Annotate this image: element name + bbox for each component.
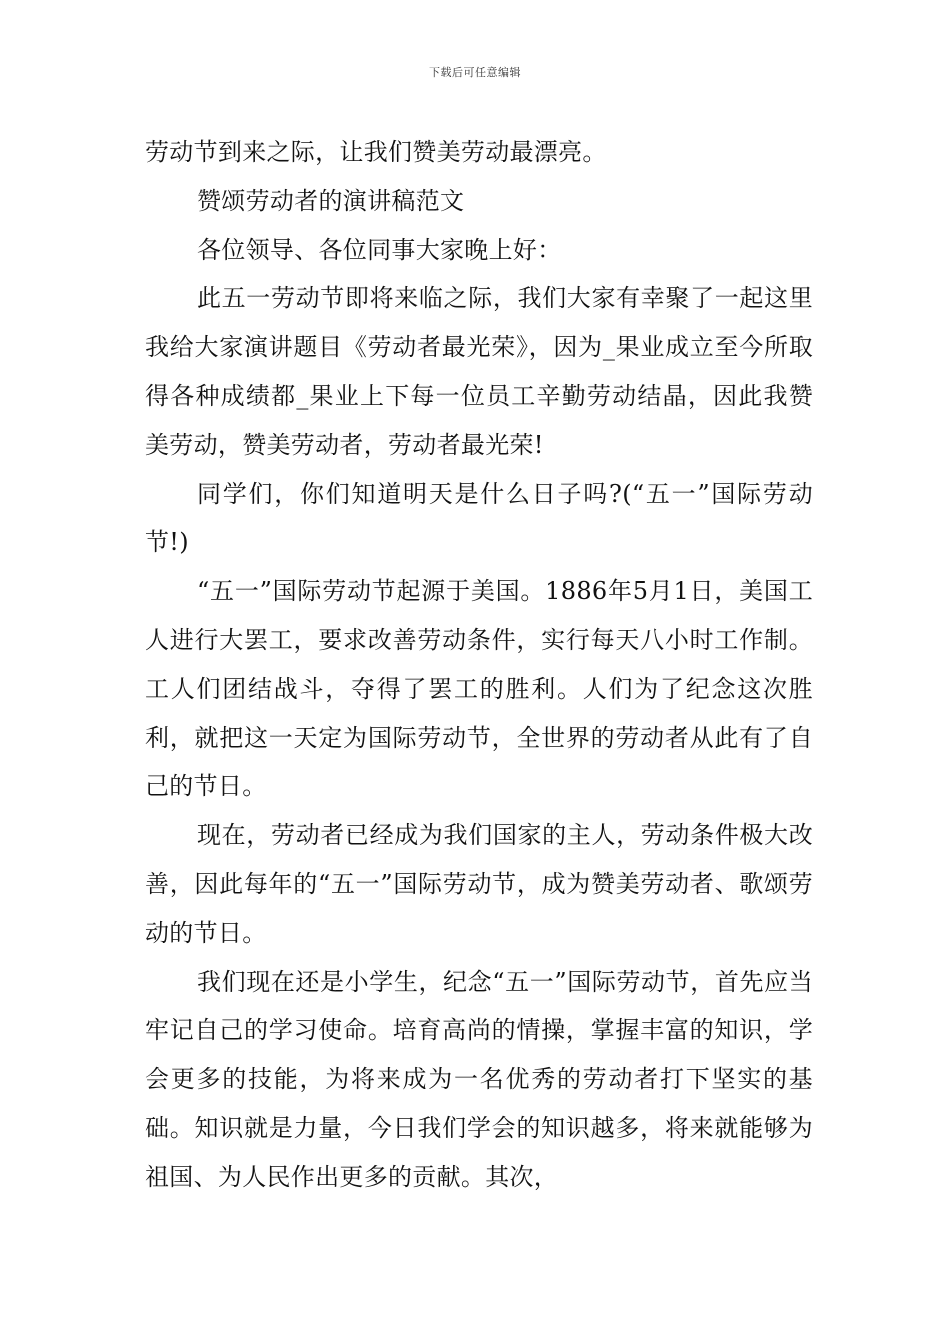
speech-title: 赞颂劳动者的演讲稿范文: [197, 186, 465, 215]
paragraph-5: 同学们，你们知道明天是什么日子吗?(“五一”国际劳动节!): [145, 479, 813, 557]
paragraph-1: 劳动节到来之际，让我们赞美劳动最漂亮。: [145, 138, 607, 166]
document-body: [145, 128, 813, 1202]
paragraph-6: “五一”国际劳动节起源于美国。1886年5月1日，美国工人进行大罢工，要求改善劳动条件，实行每天八小时工作制。工人们团结战斗，夺得了罢工的胜利。人们为了纪念这次胜利，就把这一天定为国际劳动节，全世界的劳动者从此有了自己的节日。: [145, 577, 813, 801]
paragraph-7: 现在，劳动者已经成为我们国家的主人，劳动条件极大改善，因此每年的“五一”国际劳动节，成为赞美劳动者、歌颂劳动的节日。: [145, 821, 813, 947]
paragraph-4: 此五一劳动节即将来临之际，我们大家有幸聚了一起这里我给大家演讲题目《劳动者最光荣》，因为_果业成立至今所取得各种成绩都_果业上下每一位员工辛勤劳动结晶，因此我赞美劳动，赞美劳动者，劳动者最光荣!: [145, 284, 813, 459]
page-header-note: 下载后可任意编辑: [429, 66, 521, 79]
greeting-paragraph: 各位领导、各位同事大家晚上好：: [197, 235, 562, 264]
paragraph-8: 我们现在还是小学生，纪念“五一”国际劳动节，首先应当牢记自己的学习使命。培育高尚的情操，掌握丰富的知识，学会更多的技能，为将来成为一名优秀的劳动者打下坚实的基础。知识就是力量，今日我们学会的知识越多，将来就能够为祖国、为人民作出更多的贡献。其次，: [145, 967, 813, 1191]
